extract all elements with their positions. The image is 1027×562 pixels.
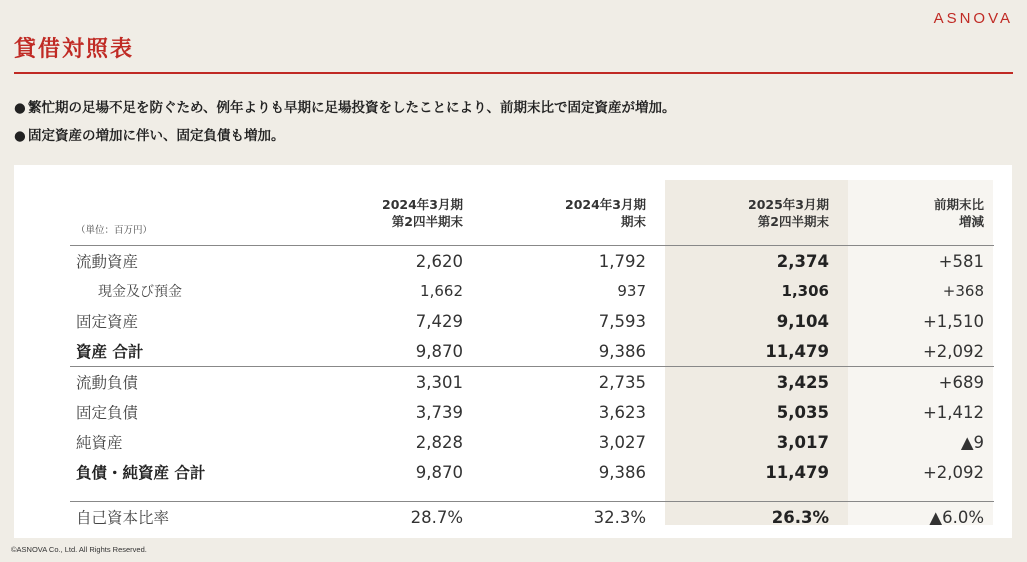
- table-row: 固定資産 7,429 7,593 9,104 +1,510: [76, 311, 984, 331]
- page-title: 貸借対照表: [14, 37, 135, 62]
- column-header-change: 前期末比 増減: [839, 180, 994, 246]
- table-row: 流動負債 3,301 2,735 3,425 +689: [76, 372, 984, 392]
- bullet-text-1: 繁忙期の足場不足を防ぐため、例年よりも早期に足場投資をしたことにより、前期末比で固定資産が増加。: [28, 100, 676, 116]
- copyright-notice: ©ASNOVA Co., Ltd. All Rights Reserved.: [11, 545, 147, 554]
- column-header-2024fy: 2024年3月期 期末: [473, 180, 656, 246]
- bullet-point-1: [14, 96, 675, 116]
- table-row-total-assets: 資産 合計 9,870 9,386 11,479 +2,092: [70, 336, 994, 367]
- brand-logo: ASNOVA: [933, 10, 1013, 27]
- balance-sheet-table: [70, 180, 994, 532]
- unit-label: （単位：百万円）: [70, 180, 290, 246]
- table-row-equity-ratio: 自己資本比率 28.7% 32.3% 26.3% ▲6.0%: [76, 507, 984, 527]
- table-row: 固定負債 3,739 3,623 5,035 +1,412: [76, 402, 984, 422]
- table-row-total-liabilities: 負債・純資産 合計 9,870 9,386 11,479 +2,092: [76, 462, 984, 482]
- bullet-icon: ●: [14, 128, 26, 144]
- table-row: 現金及び預金 1,662 937 1,306 +368: [98, 282, 984, 300]
- bullet-text-2: 固定資産の増加に伴い、固定負債も増加。: [28, 128, 285, 144]
- column-header-2025q2: 2025年3月期 第2四半期末: [656, 180, 839, 246]
- column-header-2024q2: 2024年3月期 第2四半期末: [290, 180, 473, 246]
- balance-sheet-panel: [14, 165, 1012, 538]
- table-spacer: [70, 487, 994, 502]
- table-header-row: [70, 180, 994, 246]
- table-row: 純資産 2,828 3,027 3,017 ▲9: [76, 432, 984, 452]
- table-row: 流動資産 2,620 1,792 2,374 +581: [76, 251, 984, 271]
- bullet-icon: ●: [14, 100, 26, 116]
- bullet-point-2: [14, 124, 285, 144]
- title-divider: [14, 72, 1013, 74]
